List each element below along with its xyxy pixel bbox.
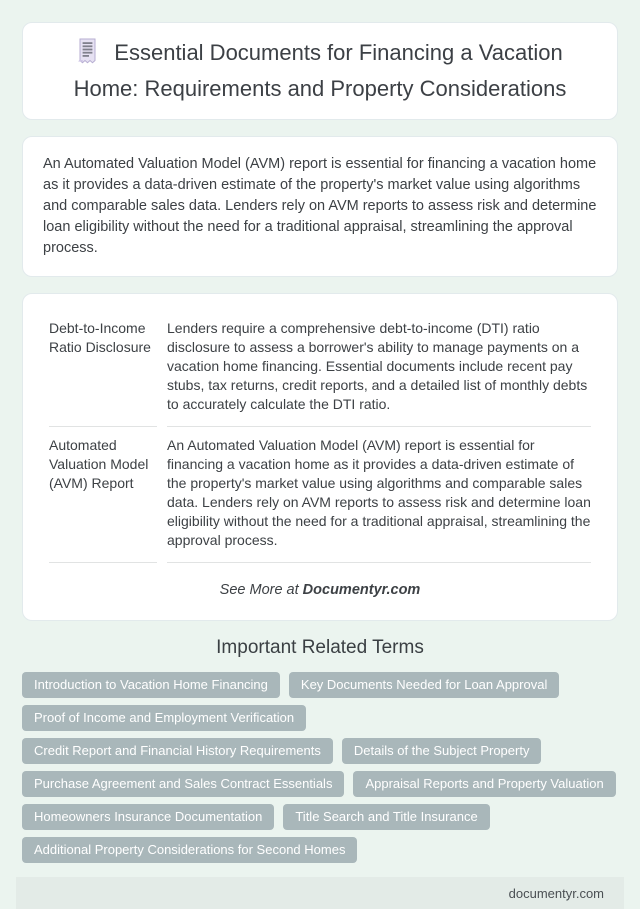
related-term-tag[interactable]: Proof of Income and Employment Verification — [22, 705, 306, 731]
related-term-tag[interactable]: Credit Report and Financial History Requirements — [22, 738, 333, 764]
related-terms-tags — [22, 672, 618, 863]
receipt-icon — [77, 38, 98, 73]
related-term-tag[interactable]: Homeowners Insurance Documentation — [22, 804, 274, 830]
related-term-tag[interactable]: Appraisal Reports and Property Valuation — [353, 771, 615, 797]
summary-text: An Automated Valuation Model (AVM) report is essential for financing a vacation home as it provides a data-driven estimate of the property's market value using algorithms and comparable sales data. Lenders rely on AVM reports to assess risk and determine loan eligibility without the need for a traditional appraisal, streamlining the approval process. — [43, 156, 597, 256]
related-term-tag[interactable]: Additional Property Considerations for Second Homes — [22, 837, 357, 863]
see-more-brand-link[interactable]: Documentyr.com — [302, 582, 421, 598]
table-row — [49, 310, 591, 427]
related-term-tag[interactable]: Introduction to Vacation Home Financing — [22, 672, 280, 698]
description-cell: Lenders require a comprehensive debt-to-income (DTI) ratio disclosure to assess a borrower's ability to manage payments on a vacation home financing. Essential documents include recent pay stubs, tax returns, credit reports, and a detailed list of monthly debts to accurately calculate the DTI ratio. — [167, 310, 591, 427]
see-more-line — [49, 581, 591, 600]
summary-card — [22, 136, 618, 277]
description-cell: An Automated Valuation Model (AVM) report is essential for financing a vacation home as it provides a data-driven estimate of the property's market value using algorithms and comparable sales data. Lenders rely on AVM reports to assess risk and determine loan eligibility without the need for a traditional appraisal, streamlining the approval process. — [167, 427, 591, 563]
related-term-tag[interactable]: Purchase Agreement and Sales Contract Essentials — [22, 771, 344, 797]
terms-table-card — [22, 293, 618, 621]
footer-site-link[interactable]: documentyr.com — [508, 885, 604, 901]
table-row — [49, 427, 591, 563]
header-card — [22, 22, 618, 120]
see-more-prefix: See More at — [219, 582, 303, 598]
related-term-tag[interactable]: Details of the Subject Property — [342, 738, 542, 764]
page-title-text: Essential Documents for Financing a Vacation Home: Requirements and Property Considerations — [73, 40, 567, 101]
related-term-tag[interactable]: Title Search and Title Insurance — [283, 804, 489, 830]
related-term-tag[interactable]: Key Documents Needed for Loan Approval — [289, 672, 559, 698]
term-cell: Debt-to-Income Ratio Disclosure — [49, 310, 157, 427]
related-terms-heading: Important Related Terms — [216, 637, 424, 658]
page-title — [51, 37, 589, 105]
term-cell: Automated Valuation Model (AVM) Report — [49, 427, 157, 563]
